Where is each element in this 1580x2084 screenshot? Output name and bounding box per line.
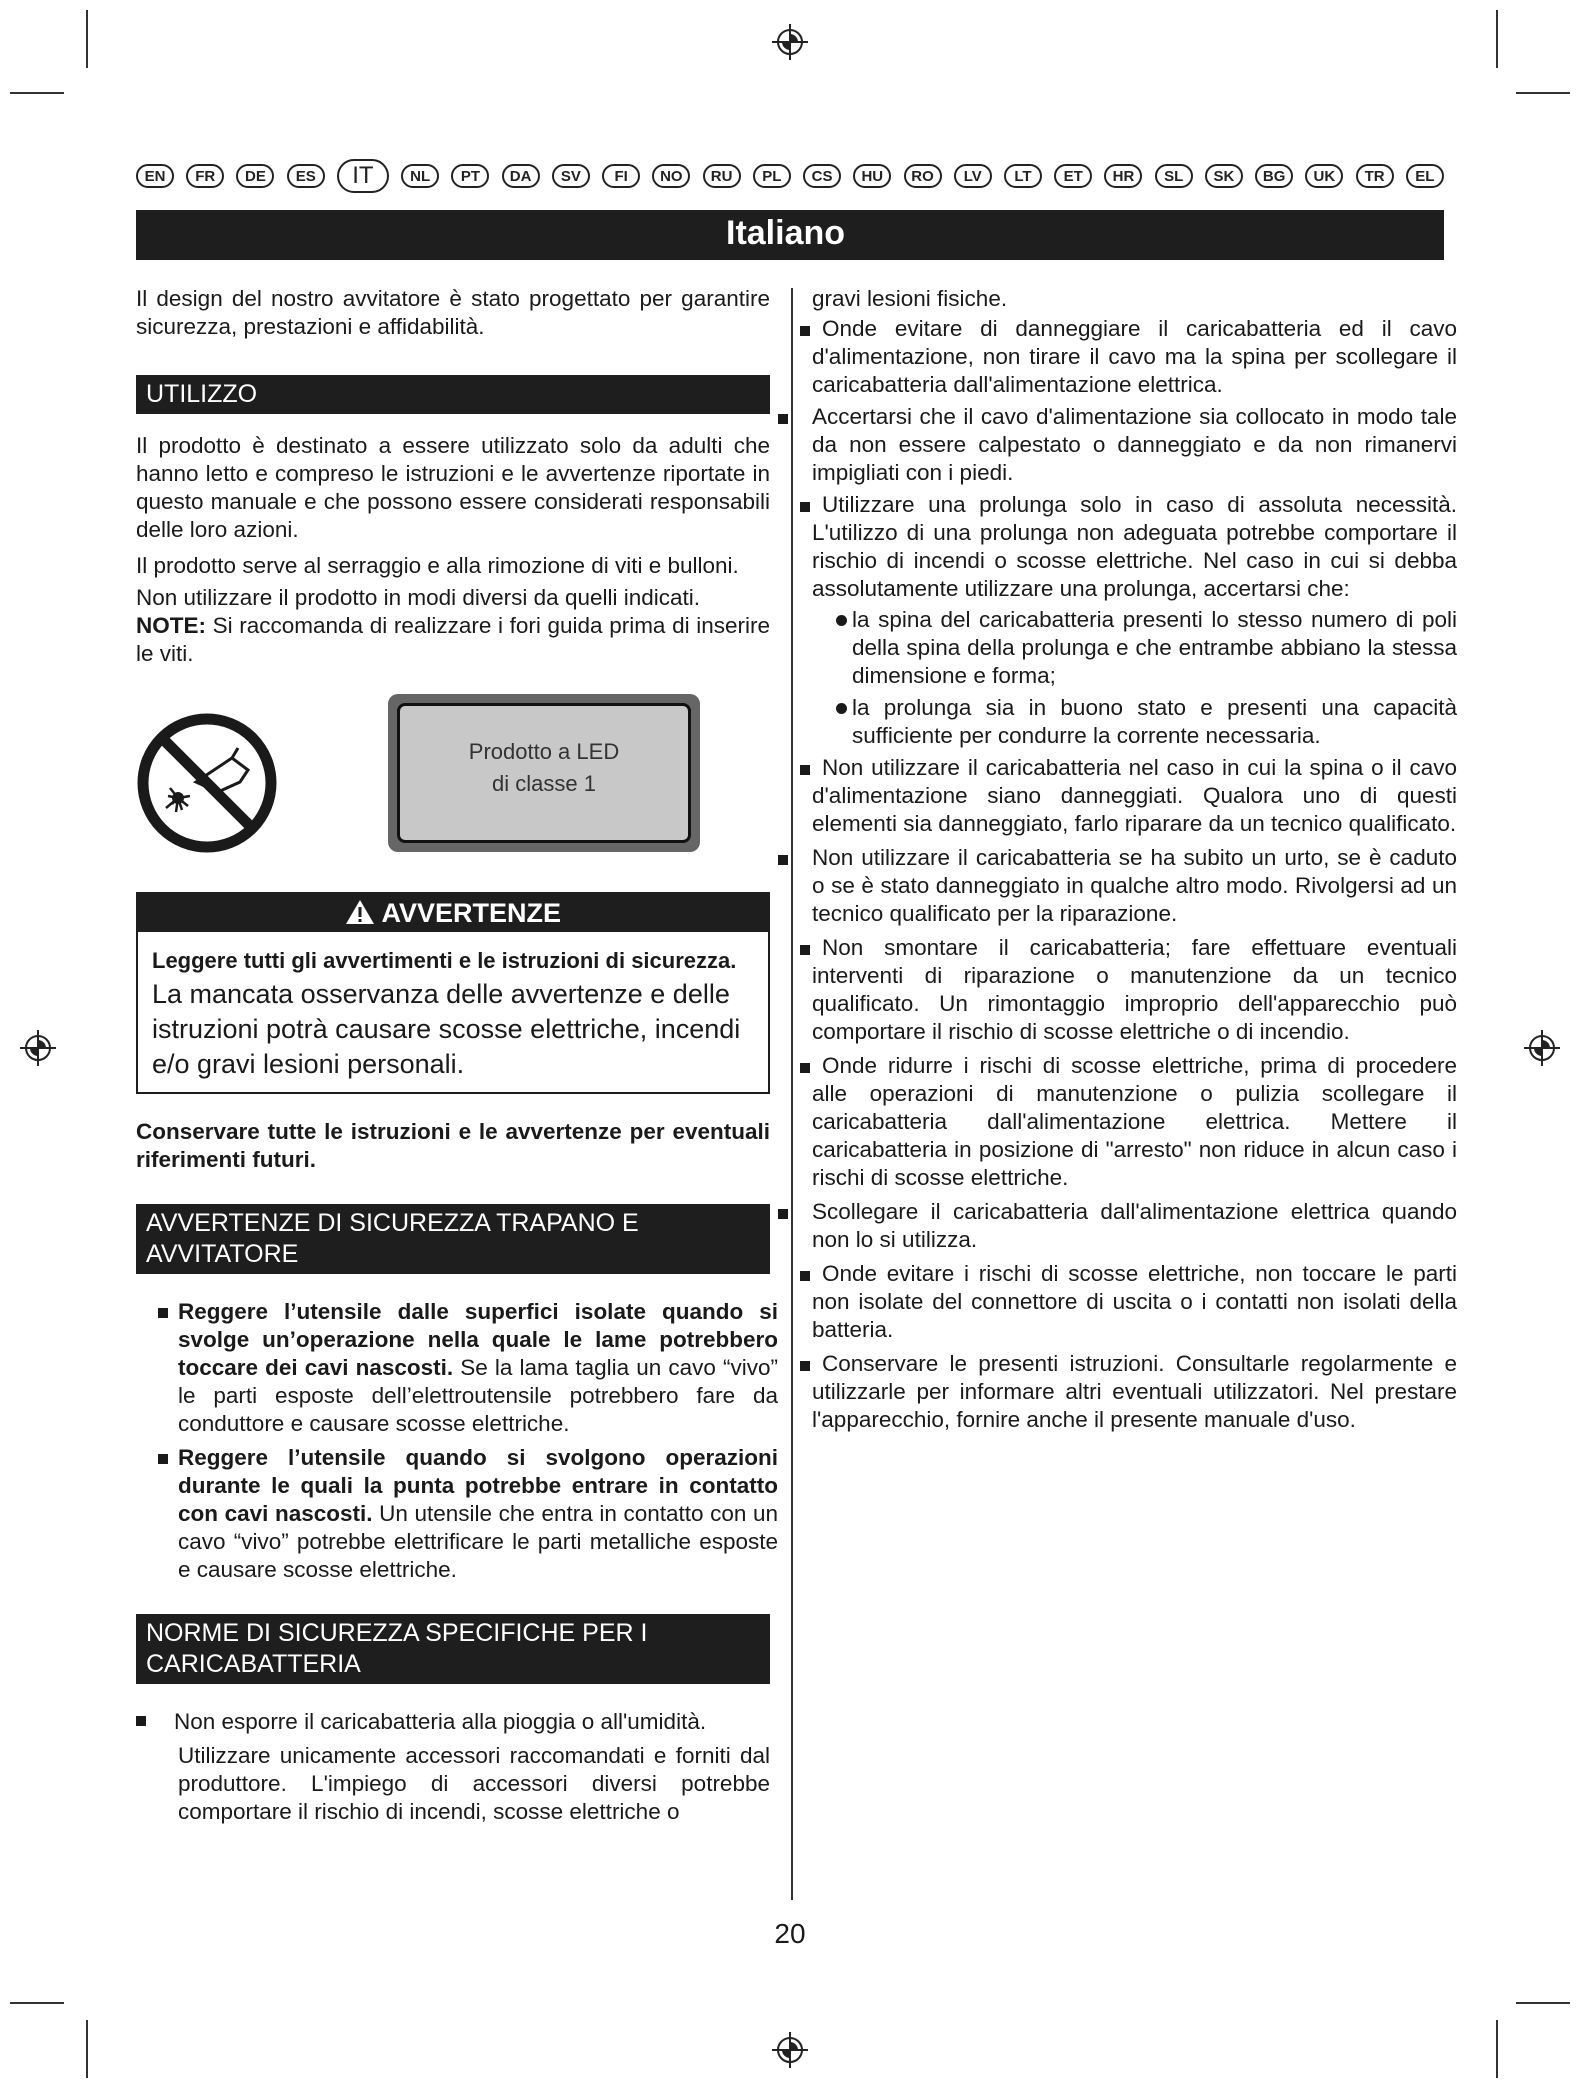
charger-item-r3 — [812, 491, 1457, 603]
language-badge-fr: FR — [186, 164, 224, 188]
column-divider — [791, 288, 793, 1900]
language-badge-el: EL — [1406, 164, 1444, 188]
warning-box — [136, 892, 770, 1094]
bullet-square-icon — [800, 1063, 810, 1073]
charger-subitem-b-text: la prolunga sia in buono stato e presenti una capacità sufficiente per condurre la corrente necessaria. — [852, 695, 1457, 748]
section-heading-charger: NORME DI SICUREZZA SPECIFICHE PER I CARICABATTERIA — [136, 1614, 770, 1684]
warning-body — [138, 932, 768, 1092]
no-laser-prohibition-icon — [136, 712, 278, 854]
charger-list — [136, 1708, 770, 1826]
language-badge-sl: SL — [1155, 164, 1193, 188]
warning-title: AVVERTENZE — [381, 898, 562, 928]
charger-item-r7-text: Onde ridurre i rischi di scosse elettriche, prima di procedere alle operazioni di manutenzione o pulizia scollegare il caricabatteria dall'alimentazione elettrica. Mettere il caricabatteria in posizione di "arresto" non riduce in alcun caso i rischi di scosse elettriche. — [812, 1053, 1457, 1190]
charger-item-1: Non esporre il caricabatteria alla pioggia o all'umidità. — [174, 1709, 707, 1734]
warning-triangle-icon — [345, 899, 375, 925]
note-label: NOTE: — [136, 613, 206, 638]
language-badge-lv: LV — [954, 164, 992, 188]
warning-text: La mancata osservanza delle avvertenze e delle istruzioni potrà causare scosse elettriche, incendi e/o gravi lesioni personali. — [152, 979, 741, 1079]
bullet-square-icon — [800, 945, 810, 955]
language-badge-fi: FI — [602, 164, 640, 188]
bullet-square-icon — [778, 1209, 788, 1219]
language-badge-tr: TR — [1356, 164, 1394, 188]
note-text: Si raccomanda di realizzare i fori guida prima di inserire le viti. — [136, 613, 770, 666]
charger-item-r6 — [812, 934, 1457, 1046]
drill-item-2 — [178, 1444, 778, 1584]
language-badge-et: ET — [1054, 164, 1092, 188]
registration-mark-icon — [18, 1028, 58, 1068]
drill-item-2-text: Un utensile che entra in contatto con un cavo “vivo” potrebbe elettrificare le parti metalliche esposte e causare scosse elettriche. — [178, 1501, 778, 1582]
bullet-square-icon — [800, 765, 810, 775]
language-badge-en: EN — [136, 164, 174, 188]
utilizzo-p3: Non utilizzare il prodotto in modi diversi da quelli indicati. — [136, 585, 701, 610]
drill-item-1 — [178, 1298, 778, 1438]
crop-mark — [86, 10, 88, 68]
right-column — [812, 285, 1457, 1434]
charger-item-r10-text: Conservare le presenti istruzioni. Consultarle regolarmente e utilizzarle per informare altri eventuali utilizzatori. Nel prestare l'apparecchio, fornire anche il presente manuale d'uso. — [812, 1351, 1457, 1432]
language-badge-no: NO — [652, 164, 690, 188]
charger-item-r10 — [812, 1350, 1457, 1434]
bullet-square-icon — [800, 1271, 810, 1281]
charger-item-2: Utilizzare unicamente accessori raccomandati e forniti dal produttore. L'impiego di accessori diversi potrebbe comportare il rischio di incendi, scosse elettriche o — [178, 1743, 770, 1824]
registration-mark-icon — [770, 22, 810, 62]
bullet-square-icon — [800, 326, 810, 336]
bullet-square-icon — [778, 855, 788, 865]
bullet-square-icon — [158, 1454, 168, 1464]
language-badge-de: DE — [236, 164, 274, 188]
keep-instructions: Conservare tutte le istruzioni e le avvertenze per eventuali riferimenti futuri. — [136, 1119, 770, 1172]
utilizzo-p1: Il prodotto è destinato a essere utilizzato solo da adulti che hanno letto e compreso le istruzioni e le avvertenze riportate in questo manuale e che possono essere considerati responsabili delle loro azioni. — [136, 433, 770, 542]
bullet-square-icon — [800, 1361, 810, 1371]
bullet-square-icon — [136, 1716, 146, 1726]
crop-mark — [10, 92, 64, 94]
utilizzo-p2: Il prodotto serve al serraggio e alla rimozione di viti e bulloni. — [136, 553, 739, 578]
language-badge-sk: SK — [1205, 164, 1243, 188]
charger-item-r1-text: Onde evitare di danneggiare il caricabatteria ed il cavo d'alimentazione, non tirare il cavo ma la spina per scollegare il caricabatteria dall'alimentazione elettrica. — [812, 316, 1457, 397]
charger-subitem-a — [812, 606, 1457, 690]
led-class-label — [388, 694, 700, 852]
drill-item-1-bold: Reggere l’utensile dalle superfici isolate quando si svolge un’operazione nella quale le lame potrebbero toccare dei cavi nascosti. — [178, 1299, 778, 1380]
warning-bold: Leggere tutti gli avvertimenti e le istruzioni di sicurezza. — [152, 948, 737, 973]
language-badge-hu: HU — [853, 164, 891, 188]
crop-mark — [86, 2020, 88, 2078]
charger-item-r1 — [812, 315, 1457, 399]
drill-item-2-bold: Reggere l’utensile quando si svolgono operazioni durante le quali la punta potrebbe entrare in contatto con cavi nascosti. — [178, 1445, 778, 1526]
charger-item-r8-text: Scollegare il caricabatteria dall'alimentazione elettrica quando non lo si utilizza. — [812, 1199, 1457, 1252]
banner-title: Italiano — [726, 214, 846, 252]
language-badge-hr: HR — [1104, 164, 1142, 188]
language-banner — [136, 210, 1444, 260]
charger-item-r5 — [812, 844, 1457, 928]
language-badge-it: IT — [337, 159, 389, 193]
bullet-dot-icon — [836, 703, 847, 714]
crop-mark — [1516, 2002, 1570, 2004]
language-badge-lt: LT — [1004, 164, 1042, 188]
bullet-square-icon — [158, 1308, 168, 1318]
charger-item-r8 — [812, 1198, 1457, 1254]
language-badge-pt: PT — [451, 164, 489, 188]
language-badge-uk: UK — [1305, 164, 1343, 188]
crop-mark — [1496, 2020, 1498, 2078]
drill-list — [136, 1298, 778, 1584]
charger-item-r2-text: Accertarsi che il cavo d'alimentazione sia collocato in modo tale da non essere calpestato o danneggiato e da non rimanervi impigliati con i piedi. — [812, 404, 1457, 485]
charger-item-r9-text: Onde evitare i rischi di scosse elettriche, non toccare le parti non isolate del connettore di uscita o i contatti non isolati della batteria. — [812, 1261, 1457, 1342]
charger-item-r4-text: Non utilizzare il caricabatteria nel caso in cui la spina o il cavo d'alimentazione siano danneggiati. Qualora uno di questi elementi sia danneggiato, farlo riparare da un tecnico qualificato. — [812, 755, 1457, 836]
crop-mark — [1516, 92, 1570, 94]
language-badge-ru: RU — [703, 164, 741, 188]
bullet-square-icon — [800, 502, 810, 512]
charger-item-r7 — [812, 1052, 1457, 1192]
drill-item-1-text: Se la lama taglia un cavo “vivo” le parti esposte dell’elettroutensile potrebbero fare da conduttore e causare scosse elettriche. — [178, 1355, 779, 1436]
charger-item-r9 — [812, 1260, 1457, 1344]
symbol-row — [136, 694, 770, 854]
language-badge-cs: CS — [803, 164, 841, 188]
language-badge-es: ES — [287, 164, 325, 188]
bullet-dot-icon — [836, 615, 847, 626]
language-badge-sv: SV — [552, 164, 590, 188]
utilizzo-note — [136, 612, 770, 668]
charger-item-r3-text: Utilizzare una prolunga solo in caso di assoluta necessità. L'utilizzo di una prolunga non adeguata potrebbe comportare il rischio di incendi o scosse elettriche. Nel caso in cui si debba assolutamente utilizzare una prolunga, accertarsi che: — [812, 492, 1457, 601]
language-badge-ro: RO — [904, 164, 942, 188]
left-column — [136, 285, 779, 1826]
led-line-2: di classe 1 — [492, 771, 596, 796]
language-badge-pl: PL — [753, 164, 791, 188]
crop-mark — [1496, 10, 1498, 68]
charger-subitem-b — [812, 694, 1457, 750]
charger-item-r4 — [812, 754, 1457, 838]
registration-mark-icon — [770, 2030, 810, 2070]
intro-text: Il design del nostro avvitatore è stato progettato per garantire sicurezza, prestazioni e affidabilità. — [136, 286, 770, 339]
registration-mark-icon — [1522, 1028, 1562, 1068]
charger-item-r5-text: Non utilizzare il caricabatteria se ha subito un urto, se è caduto o se è stato danneggiato in qualche altro modo. Rivolgersi ad un tecnico qualificato per la riparazione. — [812, 845, 1457, 926]
charger-item-r6-text: Non smontare il caricabatteria; fare effettuare eventuali interventi di riparazione o manutenzione da un tecnico qualificato. Un rimontaggio improprio dell'apparecchio può comportare il rischio di scosse elettriche o di incendio. — [812, 935, 1457, 1044]
section-heading-utilizzo: UTILIZZO — [136, 375, 770, 414]
language-badge-nl: NL — [401, 164, 439, 188]
charger-subitem-a-text: la spina del caricabatteria presenti lo stesso numero di poli della spina della prolunga e che entrambe abbiano la stessa dimensione e forma; — [852, 607, 1457, 688]
bullet-square-icon — [778, 414, 788, 424]
language-bar — [136, 160, 1444, 192]
language-badge-da: DA — [502, 164, 540, 188]
crop-mark — [10, 2002, 64, 2004]
right-continuation: gravi lesioni fisiche. — [812, 286, 1008, 311]
page-number: 20 — [774, 1918, 806, 1949]
section-heading-drill: AVVERTENZE DI SICUREZZA TRAPANO E AVVITATORE — [136, 1204, 770, 1274]
charger-item-r2 — [812, 403, 1457, 487]
language-badge-bg: BG — [1255, 164, 1293, 188]
warning-header — [138, 894, 768, 932]
led-line-1: Prodotto a LED — [468, 739, 620, 764]
